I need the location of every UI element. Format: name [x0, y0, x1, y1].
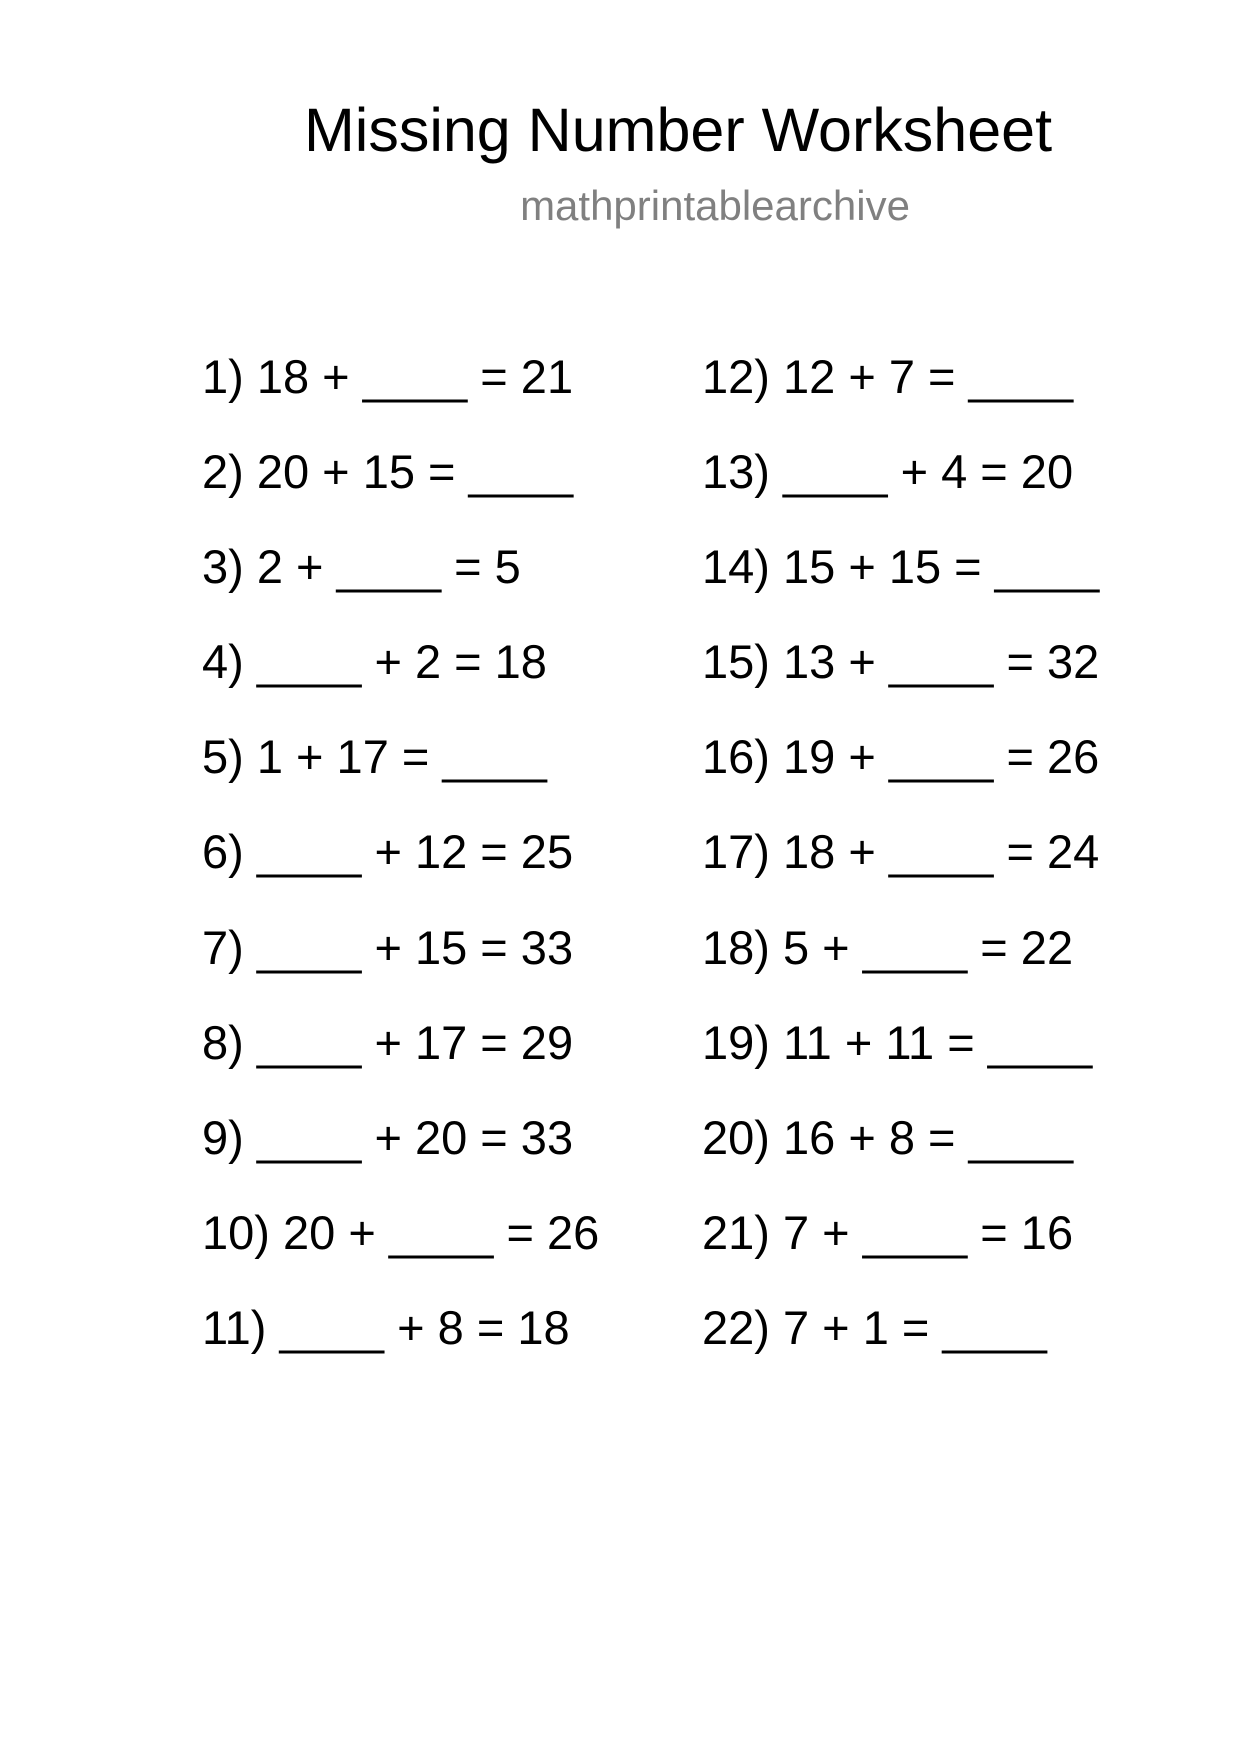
- problem-item: 18) 5 + ____ = 22: [702, 920, 1074, 974]
- problem-item: 11) ____ + 8 = 18: [202, 1300, 570, 1354]
- problem-item: 14) 15 + 15 = ____: [702, 540, 1100, 594]
- problem-item: 21) 7 + ____ = 16: [702, 1205, 1074, 1259]
- worksheet-subtitle: mathprintablearchive: [520, 182, 910, 229]
- problem-item: 3) 2 + ____ = 5: [202, 540, 521, 594]
- problem-item: 4) ____ + 2 = 18: [202, 635, 547, 689]
- problem-item: 1) 18 + ____ = 21: [202, 350, 574, 403]
- problem-item: 17) 18 + ____ = 24: [702, 825, 1100, 879]
- problem-item: 10) 20 + ____ = 26: [202, 1205, 600, 1259]
- problem-item: 15) 13 + ____ = 32: [702, 635, 1100, 689]
- problems-column-right: [702, 349, 1099, 1395]
- problem-item: 19) 11 + 11 = ____: [702, 1015, 1093, 1069]
- problem-item: 7) ____ + 15 = 33: [202, 920, 574, 974]
- problem-item: 5) 1 + 17 = ____: [202, 730, 547, 784]
- problem-item: 8) ____ + 17 = 29: [202, 1015, 574, 1069]
- problem-item: 16) 19 + ____ = 26: [702, 730, 1100, 784]
- problem-item: 6) ____ + 12 = 25: [202, 825, 574, 879]
- problem-item: 13) ____ + 4 = 20: [702, 445, 1074, 499]
- worksheet-title: Missing Number Worksheet: [303, 96, 1053, 164]
- problem-item: 9) ____ + 20 = 33: [202, 1110, 574, 1164]
- problems-column-left: [202, 349, 599, 1395]
- problem-item: 20) 16 + 8 = ____: [702, 1110, 1074, 1164]
- problem-item: 12) 12 + 7 = ____: [702, 350, 1074, 403]
- problem-item: 2) 20 + 15 = ____: [202, 445, 574, 499]
- problem-item: 22) 7 + 1 = ____: [702, 1300, 1047, 1354]
